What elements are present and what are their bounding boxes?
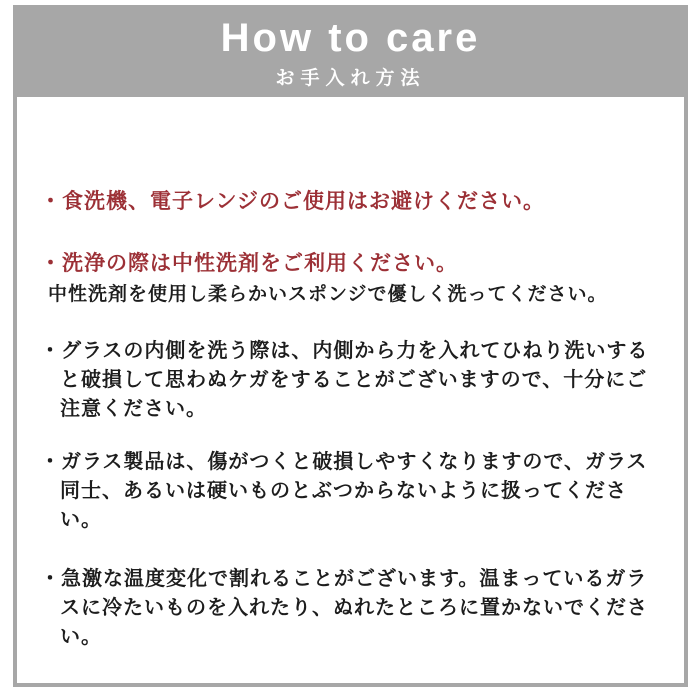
- care-item-inner-washing: [40, 337, 662, 424]
- bullet-icon: ・: [40, 451, 61, 473]
- bullet-icon: ・: [40, 190, 62, 213]
- care-item-text: グラスの内側を洗う際は、内側から力を入れてひねり洗いすると破損して思わぬケガをすることがございますので、十分にご注意ください。: [60, 340, 649, 420]
- page-title: How to care: [220, 15, 481, 60]
- bullet-icon: ・: [40, 340, 61, 362]
- care-instructions-panel: [13, 97, 688, 687]
- care-item-text: 洗浄の際は中性洗剤をご利用ください。: [62, 252, 458, 275]
- care-item-temperature-warning: [40, 565, 662, 652]
- care-item-neutral-detergent: [40, 249, 662, 279]
- care-item-text: 食洗機、電子レンジのご使用はお避けください。: [62, 190, 545, 213]
- care-sheet: [13, 5, 688, 687]
- care-item-note: 中性洗剤を使用し柔らかいスポンジで優しく洗ってください。: [48, 284, 608, 305]
- bullet-icon: ・: [40, 568, 61, 590]
- page-subtitle: お手入れ方法: [275, 67, 426, 89]
- care-item-text: ガラス製品は、傷がつくと破損しやすくなりますので、ガラス同士、あるいは硬いものとぶつからないように扱ってください。: [60, 451, 648, 531]
- header-band: [13, 5, 688, 97]
- bullet-icon: ・: [40, 252, 62, 275]
- care-item-text: 急激な温度変化で割れることがございます。温まっているガラスに冷たいものを入れたり、ぬれたところに置かないでください。: [60, 568, 648, 648]
- care-item-dishwasher-warning: [40, 187, 662, 217]
- care-item-scratch-warning: [40, 448, 662, 535]
